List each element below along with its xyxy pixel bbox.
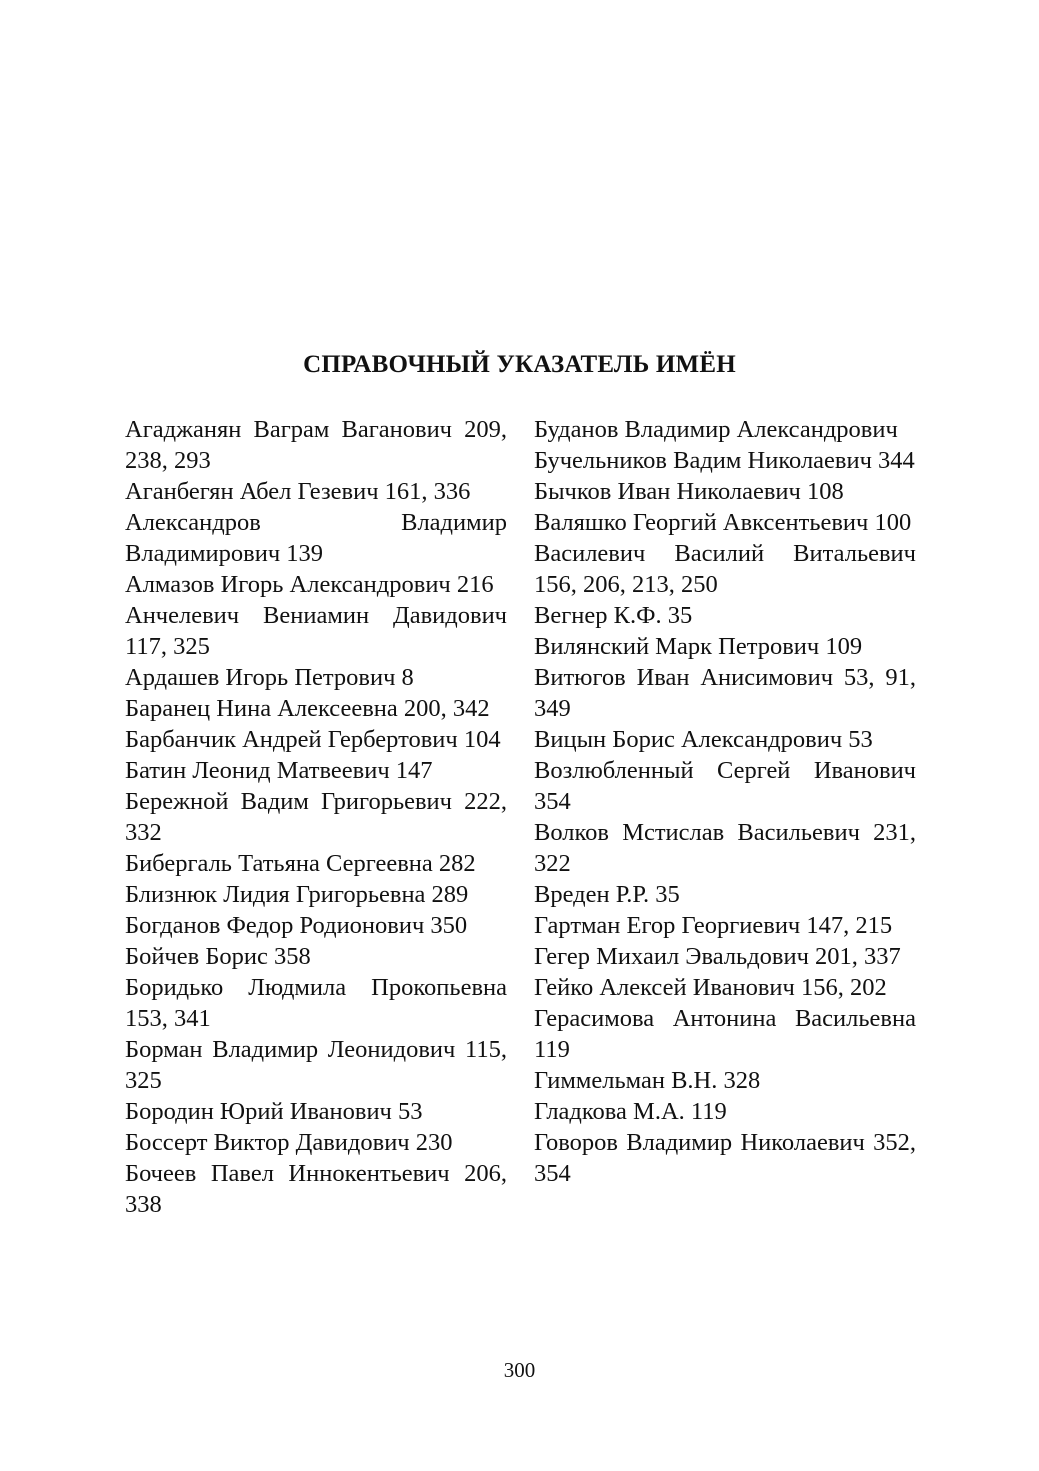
index-entry: Бибергаль Татьяна Сергеевна 282 xyxy=(125,850,476,877)
index-column-right xyxy=(534,414,916,1189)
index-entry: Бычков Иван Николаевич 108 xyxy=(534,478,844,505)
index-entry: Бочеев Павел Иннокентьевич 206, 338 xyxy=(125,1160,507,1218)
index-column-left xyxy=(125,414,507,1220)
index-entry: Барбанчик Андрей Гербертович 104 xyxy=(125,726,501,753)
index-entry: Гегер Михаил Эвальдович 201, 337 xyxy=(534,943,901,970)
index-entry: Ардашев Игорь Петрович 8 xyxy=(125,664,414,691)
index-entry: Вицын Борис Александрович 53 xyxy=(534,726,873,753)
index-entry: Аганбегян Абел Гезевич 161, 336 xyxy=(125,478,471,505)
index-entry: Бучельников Вадим Николаевич 344 xyxy=(534,447,915,474)
index-entry: Вилянский Марк Петрович 109 xyxy=(534,633,863,660)
index-entry: Гиммельман В.Н. 328 xyxy=(534,1067,761,1094)
index-entry: Агаджанян Ваграм Ваганович 209, 238, 293 xyxy=(125,416,507,474)
index-entry: Герасимова Антонина Васильевна 119 xyxy=(534,1005,916,1063)
index-entry: Александров Владимир Владимирович 139 xyxy=(125,509,507,567)
index-entry: Бойчев Борис 358 xyxy=(125,943,311,970)
index-entry: Бородин Юрий Иванович 53 xyxy=(125,1098,423,1125)
index-entry: Волков Мстислав Васильевич 231, 322 xyxy=(534,819,916,877)
index-entry: Близнюк Лидия Григорьевна 289 xyxy=(125,881,469,908)
index-entry: Василевич Василий Витальевич 156, 206, 213, 250 xyxy=(534,540,916,598)
index-entry: Анчелевич Вениамин Давидович 117, 325 xyxy=(125,602,507,660)
index-entry: Батин Леонид Матвеевич 147 xyxy=(125,757,433,784)
index-entry: Вреден Р.Р. 35 xyxy=(534,881,680,908)
index-entry: Гладкова М.А. 119 xyxy=(534,1098,727,1125)
index-entry: Вегнер К.Ф. 35 xyxy=(534,602,693,629)
index-entry: Бережной Вадим Григорьевич 222, 332 xyxy=(125,788,507,846)
index-entry: Гартман Егор Георгиевич 147, 215 xyxy=(534,912,893,939)
index-entry: Витюгов Иван Анисимович 53, 91, 349 xyxy=(534,664,916,722)
index-entry: Возлюбленный Сергей Иванович 354 xyxy=(534,757,916,815)
index-entry: Гейко Алексей Иванович 156, 202 xyxy=(534,974,887,1001)
index-entry: Богданов Федор Родионович 350 xyxy=(125,912,468,939)
page-number: 300 xyxy=(503,1358,536,1382)
index-entry: Говоров Владимир Николаевич 352, 354 xyxy=(534,1129,916,1187)
index-entry: Боридько Людмила Прокопьевна 153, 341 xyxy=(125,974,507,1032)
index-entry: Борман Владимир Леонидович 115, 325 xyxy=(125,1036,507,1094)
index-entry: Баранец Нина Алексеевна 200, 342 xyxy=(125,695,490,722)
page-title: СПРАВОЧНЫЙ УКАЗАТЕЛЬ ИМЁН xyxy=(303,351,736,378)
index-entry: Боссерт Виктор Давидович 230 xyxy=(125,1129,453,1156)
index-entry: Буданов Владимир Александрович xyxy=(534,416,898,443)
index-entry: Валяшко Георгий Авксентьевич 100 xyxy=(534,509,912,536)
index-entry: Алмазов Игорь Александрович 216 xyxy=(125,571,494,598)
